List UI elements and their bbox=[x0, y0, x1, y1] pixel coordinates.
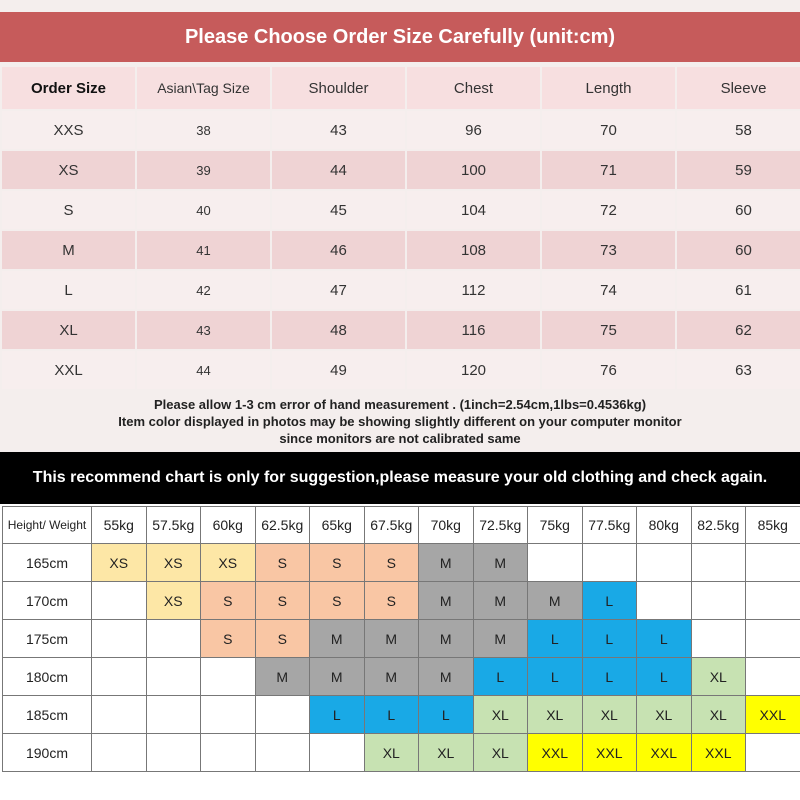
size-label-cell: S bbox=[2, 191, 135, 229]
weight-header-cell: 77.5kg bbox=[582, 507, 637, 544]
weight-header-cell: 60kg bbox=[201, 507, 256, 544]
recommended-size-cell: XL bbox=[419, 734, 474, 772]
recommended-size-cell: S bbox=[310, 582, 365, 620]
measurement-cell: 71 bbox=[542, 151, 675, 189]
recommended-size-cell: M bbox=[364, 658, 419, 696]
recommended-size-cell bbox=[201, 658, 256, 696]
weight-header-cell: 72.5kg bbox=[473, 507, 528, 544]
recommended-size-cell: L bbox=[582, 658, 637, 696]
recommended-size-cell: S bbox=[364, 544, 419, 582]
note-line: since monitors are not calibrated same bbox=[279, 431, 521, 446]
header-length: Length bbox=[542, 67, 675, 109]
recommended-size-cell bbox=[746, 620, 800, 658]
recommended-size-cell: S bbox=[255, 620, 310, 658]
recommended-size-cell: M bbox=[419, 582, 474, 620]
measurement-cell: 73 bbox=[542, 231, 675, 269]
recommended-size-cell bbox=[146, 620, 201, 658]
recommended-size-cell: M bbox=[419, 544, 474, 582]
measurement-cell: 120 bbox=[407, 351, 540, 389]
measurement-cell: 104 bbox=[407, 191, 540, 229]
recommended-size-cell: XS bbox=[201, 544, 256, 582]
measurement-cell: 59 bbox=[677, 151, 800, 189]
recommended-size-cell bbox=[637, 582, 692, 620]
recommend-chart-table bbox=[2, 506, 800, 772]
size-label-cell: M bbox=[2, 231, 135, 269]
recommended-size-cell: S bbox=[310, 544, 365, 582]
weight-header-cell: 55kg bbox=[92, 507, 147, 544]
recommended-size-cell: S bbox=[255, 544, 310, 582]
note-line: Please allow 1-3 cm error of hand measurement . (1inch=2.54cm,1lbs=0.4536kg) bbox=[153, 397, 647, 412]
recommended-size-cell bbox=[255, 734, 310, 772]
measurement-cell: 70 bbox=[542, 111, 675, 149]
recommended-size-cell: M bbox=[419, 658, 474, 696]
weight-header-cell: 65kg bbox=[310, 507, 365, 544]
recommended-size-cell: XL bbox=[637, 696, 692, 734]
measurement-cell: 38 bbox=[137, 111, 270, 149]
recommended-size-cell: L bbox=[637, 620, 692, 658]
recommended-size-cell bbox=[691, 544, 746, 582]
header-asian-tag-size: Asian\Tag Size bbox=[137, 67, 270, 109]
weight-header-cell: 67.5kg bbox=[364, 507, 419, 544]
recommended-size-cell: XL bbox=[473, 734, 528, 772]
recommended-size-cell: L bbox=[473, 658, 528, 696]
measurement-cell: 63 bbox=[677, 351, 800, 389]
measurement-cell: 62 bbox=[677, 311, 800, 349]
weight-header-cell: 62.5kg bbox=[255, 507, 310, 544]
size-row bbox=[2, 311, 800, 349]
measurement-cell: 42 bbox=[137, 271, 270, 309]
header-chest: Chest bbox=[407, 67, 540, 109]
recommended-size-cell: XXL bbox=[582, 734, 637, 772]
recommended-size-cell: XS bbox=[146, 544, 201, 582]
recommended-size-cell: XL bbox=[582, 696, 637, 734]
measurement-cell: 108 bbox=[407, 231, 540, 269]
recommended-size-cell bbox=[691, 620, 746, 658]
header-sleeve: Sleeve bbox=[677, 67, 800, 109]
height-row bbox=[3, 734, 800, 772]
height-label-cell: 180cm bbox=[3, 658, 92, 696]
measurement-cell: 100 bbox=[407, 151, 540, 189]
height-row bbox=[3, 544, 800, 582]
measurement-cell: 43 bbox=[272, 111, 405, 149]
recommended-size-cell: L bbox=[364, 696, 419, 734]
measurement-cell: 47 bbox=[272, 271, 405, 309]
measurement-cell: 41 bbox=[137, 231, 270, 269]
measurement-cell: 72 bbox=[542, 191, 675, 229]
recommended-size-cell bbox=[146, 696, 201, 734]
recommended-size-cell: L bbox=[582, 582, 637, 620]
recommended-size-cell: XL bbox=[691, 658, 746, 696]
size-chart-table bbox=[0, 65, 800, 391]
height-label-cell: 190cm bbox=[3, 734, 92, 772]
recommended-size-cell: M bbox=[310, 620, 365, 658]
recommended-size-cell: L bbox=[637, 658, 692, 696]
size-row bbox=[2, 271, 800, 309]
header-shoulder: Shoulder bbox=[272, 67, 405, 109]
size-row bbox=[2, 231, 800, 269]
size-row bbox=[2, 111, 800, 149]
recommended-size-cell bbox=[146, 734, 201, 772]
recommended-size-cell bbox=[310, 734, 365, 772]
recommended-size-cell: M bbox=[473, 582, 528, 620]
recommended-size-cell: M bbox=[364, 620, 419, 658]
measurement-cell: 49 bbox=[272, 351, 405, 389]
measurement-cell: 76 bbox=[542, 351, 675, 389]
weight-header-cell: 80kg bbox=[637, 507, 692, 544]
recommend-chart-title: This recommend chart is only for suggestion,please measure your old clothing and check again. bbox=[0, 452, 800, 504]
recommended-size-cell: XS bbox=[146, 582, 201, 620]
recommended-size-cell bbox=[528, 544, 583, 582]
recommended-size-cell bbox=[92, 734, 147, 772]
recommended-size-cell bbox=[92, 620, 147, 658]
recommended-size-cell: L bbox=[419, 696, 474, 734]
weight-header-cell: 85kg bbox=[746, 507, 800, 544]
recommended-size-cell bbox=[746, 544, 800, 582]
recommended-size-cell: XL bbox=[691, 696, 746, 734]
measurement-cell: 48 bbox=[272, 311, 405, 349]
measurement-cell: 75 bbox=[542, 311, 675, 349]
measurement-cell: 39 bbox=[137, 151, 270, 189]
measurement-cell: 74 bbox=[542, 271, 675, 309]
measurement-cell: 44 bbox=[137, 351, 270, 389]
measurement-cell: 44 bbox=[272, 151, 405, 189]
recommended-size-cell bbox=[746, 582, 800, 620]
recommended-size-cell bbox=[746, 734, 800, 772]
measurement-cell: 45 bbox=[272, 191, 405, 229]
recommended-size-cell: M bbox=[473, 544, 528, 582]
measurement-cell: 112 bbox=[407, 271, 540, 309]
size-label-cell: XXL bbox=[2, 351, 135, 389]
height-row bbox=[3, 582, 800, 620]
recommended-size-cell: S bbox=[255, 582, 310, 620]
recommend-chart-section bbox=[0, 452, 800, 800]
size-label-cell: XXS bbox=[2, 111, 135, 149]
recommended-size-cell: L bbox=[582, 620, 637, 658]
weight-header-cell: 82.5kg bbox=[691, 507, 746, 544]
recommended-size-cell bbox=[92, 582, 147, 620]
recommended-size-cell bbox=[92, 658, 147, 696]
recommended-size-cell bbox=[201, 734, 256, 772]
recommended-size-cell: L bbox=[528, 658, 583, 696]
recommended-size-cell: S bbox=[364, 582, 419, 620]
recommended-size-cell: M bbox=[419, 620, 474, 658]
measurement-cell: 61 bbox=[677, 271, 800, 309]
measurement-cell: 46 bbox=[272, 231, 405, 269]
measurement-cell: 60 bbox=[677, 231, 800, 269]
recommended-size-cell: XXL bbox=[691, 734, 746, 772]
weight-header-cell: 57.5kg bbox=[146, 507, 201, 544]
note-line: Item color displayed in photos may be showing slightly different on your computer monitor bbox=[118, 414, 682, 429]
size-row bbox=[2, 151, 800, 189]
recommended-size-cell bbox=[637, 544, 692, 582]
size-label-cell: L bbox=[2, 271, 135, 309]
recommended-size-cell bbox=[92, 696, 147, 734]
height-row bbox=[3, 620, 800, 658]
size-chart-title: Please Choose Order Size Carefully (unit:cm) bbox=[0, 12, 800, 62]
height-label-cell: 165cm bbox=[3, 544, 92, 582]
measurement-notes bbox=[0, 396, 800, 447]
measurement-cell: 96 bbox=[407, 111, 540, 149]
recommended-size-cell bbox=[746, 658, 800, 696]
height-row bbox=[3, 696, 800, 734]
recommended-size-cell bbox=[691, 582, 746, 620]
weight-header-cell: 70kg bbox=[419, 507, 474, 544]
header-order-size: Order Size bbox=[2, 67, 135, 109]
recommended-size-cell bbox=[146, 658, 201, 696]
recommended-size-cell: XL bbox=[364, 734, 419, 772]
measurement-cell: 58 bbox=[677, 111, 800, 149]
recommended-size-cell: XL bbox=[528, 696, 583, 734]
recommended-size-cell: XL bbox=[473, 696, 528, 734]
recommended-size-cell bbox=[255, 696, 310, 734]
recommended-size-cell bbox=[201, 696, 256, 734]
measurement-cell: 40 bbox=[137, 191, 270, 229]
size-row bbox=[2, 191, 800, 229]
recommended-size-cell: XXL bbox=[746, 696, 800, 734]
size-label-cell: XS bbox=[2, 151, 135, 189]
recommended-size-cell: XS bbox=[92, 544, 147, 582]
height-row bbox=[3, 658, 800, 696]
recommended-size-cell: S bbox=[201, 582, 256, 620]
weight-header-cell: 75kg bbox=[528, 507, 583, 544]
size-row bbox=[2, 351, 800, 389]
recommended-size-cell: L bbox=[310, 696, 365, 734]
height-label-cell: 185cm bbox=[3, 696, 92, 734]
height-label-cell: 175cm bbox=[3, 620, 92, 658]
recommended-size-cell: L bbox=[528, 620, 583, 658]
recommended-size-cell: M bbox=[255, 658, 310, 696]
recommended-size-cell: M bbox=[528, 582, 583, 620]
recommended-size-cell: M bbox=[310, 658, 365, 696]
height-label-cell: 170cm bbox=[3, 582, 92, 620]
measurement-cell: 116 bbox=[407, 311, 540, 349]
recommended-size-cell bbox=[582, 544, 637, 582]
weight-header-row bbox=[3, 507, 800, 544]
recommended-size-cell: M bbox=[473, 620, 528, 658]
size-chart-header-row bbox=[2, 67, 800, 109]
recommended-size-cell: S bbox=[201, 620, 256, 658]
recommended-size-cell: XXL bbox=[637, 734, 692, 772]
recommended-size-cell: XXL bbox=[528, 734, 583, 772]
measurement-cell: 60 bbox=[677, 191, 800, 229]
height-weight-corner-label: Height/ Weight bbox=[3, 507, 92, 544]
size-label-cell: XL bbox=[2, 311, 135, 349]
measurement-cell: 43 bbox=[137, 311, 270, 349]
